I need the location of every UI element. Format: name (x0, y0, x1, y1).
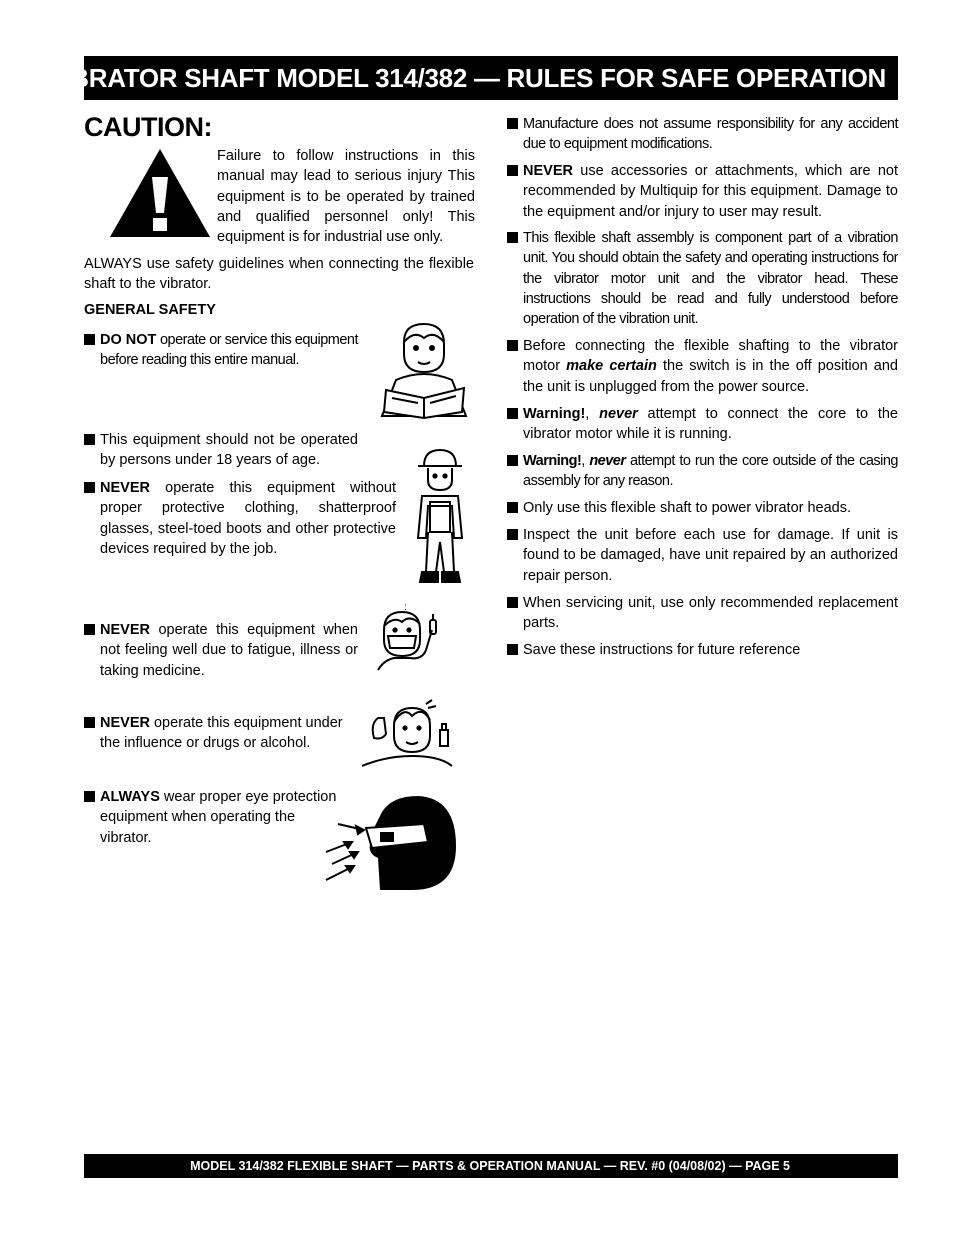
bullet-square-icon (507, 165, 518, 176)
man-protective-gear-illustration (408, 446, 472, 588)
bullet-square-icon (84, 434, 95, 445)
item-text: , (585, 406, 600, 422)
item-text: attempt to connect the core to the vibrator motor while it is running. (523, 406, 898, 443)
item-text: Inspect the unit before each use for damage. If unit is found to be damaged, have unit repaired by an authorized repair person. (523, 527, 898, 584)
item-text: attempt to run the core outside of the casing assembly for any reason. (523, 453, 899, 490)
list-item (507, 336, 898, 397)
bullet-square-icon (84, 334, 95, 345)
item-text: This flexible shaft assembly is component part of a vibration unit. You should obtain the safety and operating instructions for the vibrator motor unit and the vibrator head. These instructions should be read and fully understood before operation of the vibration unit. (523, 230, 898, 328)
list-item (84, 330, 358, 371)
general-safety-heading: GENERAL SAFETY (84, 302, 216, 318)
item-emphasis: never (589, 453, 626, 469)
page-title: VIBRATOR SHAFT MODEL 314/382 — RULES FOR SAFE OPERATION (46, 62, 886, 93)
item-lead: NEVER (100, 480, 150, 496)
item-text: Save these instructions for future reference (523, 642, 801, 658)
item-lead: ALWAYS (100, 789, 160, 805)
eye-protection-illustration (320, 792, 458, 892)
bullet-square-icon (507, 455, 518, 466)
item-text: operate this equipment under the influence or drugs or alcohol. (100, 715, 343, 752)
list-item (507, 161, 898, 222)
bullet-square-icon (507, 529, 518, 540)
bullet-square-icon (84, 791, 95, 802)
list-item (84, 620, 358, 681)
bullet-square-icon (507, 340, 518, 351)
bullet-square-icon (84, 717, 95, 728)
caution-heading: CAUTION: (84, 112, 212, 142)
svg-text::: : (404, 602, 407, 613)
list-item (84, 478, 396, 559)
item-text: the switch is in the off position and the unit is unplugged from the power source. (523, 358, 898, 395)
list-item (84, 430, 358, 471)
list-item (84, 713, 358, 754)
item-lead: Warning! (523, 406, 586, 422)
item-text: This equipment should not be operated by persons under 18 years of age. (100, 432, 358, 469)
list-item (507, 114, 898, 155)
bullet-square-icon (507, 597, 518, 608)
page-footer (84, 1154, 898, 1178)
item-text: When servicing unit, use only recommended replacement parts. (523, 595, 898, 632)
item-lead: Warning! (523, 453, 582, 469)
bullet-square-icon (507, 408, 518, 419)
caution-intro-text: Failure to follow instructions in this manual may lead to serious injury This equipment is to be operated by trained and qualified personnel only! This equipment is for industrial use only. (217, 148, 475, 246)
list-item (507, 228, 898, 329)
always-guideline-text: ALWAYS use safety guidelines when connecting the flexible shaft to the vibrator. (84, 256, 474, 293)
man-reading-manual-illustration (374, 320, 474, 422)
bullet-square-icon (84, 624, 95, 635)
bullet-square-icon (507, 502, 518, 513)
bullet-square-icon (84, 482, 95, 493)
item-text: operate this equipment when not feeling well due to fatigue, illness or taking medicine. (100, 622, 358, 679)
item-lead: NEVER (100, 715, 150, 731)
intoxicated-person-illustration (356, 698, 458, 772)
list-item (507, 525, 898, 586)
bullet-square-icon (507, 118, 518, 129)
footer-text: MODEL 314/382 FLEXIBLE SHAFT — PARTS & OPERATION MANUAL — REV. #0 (04/08/02) — PAGE 5 (190, 1159, 790, 1173)
list-item (507, 498, 898, 518)
item-lead: NEVER (100, 622, 150, 638)
warning-triangle-icon (108, 147, 212, 239)
item-text: operate this equipment without proper protective clothing, shatterproof glasses, steel-toed boots and other protective devices required by the job. (100, 480, 396, 557)
sick-person-illustration (374, 600, 452, 672)
item-emphasis: never (599, 406, 638, 422)
list-item (507, 404, 898, 445)
page-title-bar (46, 56, 898, 100)
item-lead: DO NOT (100, 332, 157, 348)
item-text: use accessories or attachments, which are not recommended by Multiquip for this equipment. Damage to the equipment and/or injury to user may result. (523, 163, 898, 220)
item-text: wear proper eye protection equipment when operating the vibrator. (100, 789, 337, 846)
bullet-square-icon (507, 644, 518, 655)
list-item (507, 640, 898, 660)
item-emphasis: make certain (566, 358, 657, 375)
list-item (507, 593, 898, 634)
item-text: operate or service this equipment before reading this entire manual. (100, 332, 358, 369)
list-item (84, 787, 342, 848)
item-lead: NEVER (523, 163, 573, 179)
item-text: Only use this flexible shaft to power vibrator heads. (523, 500, 852, 516)
item-text: , (581, 453, 590, 469)
item-text: Manufacture does not assume responsibility for any accident due to equipment modifications. (523, 116, 898, 153)
item-text: Before connecting the flexible shafting to the vibrator motor (523, 338, 898, 375)
list-item (507, 451, 898, 492)
bullet-square-icon (507, 232, 518, 243)
